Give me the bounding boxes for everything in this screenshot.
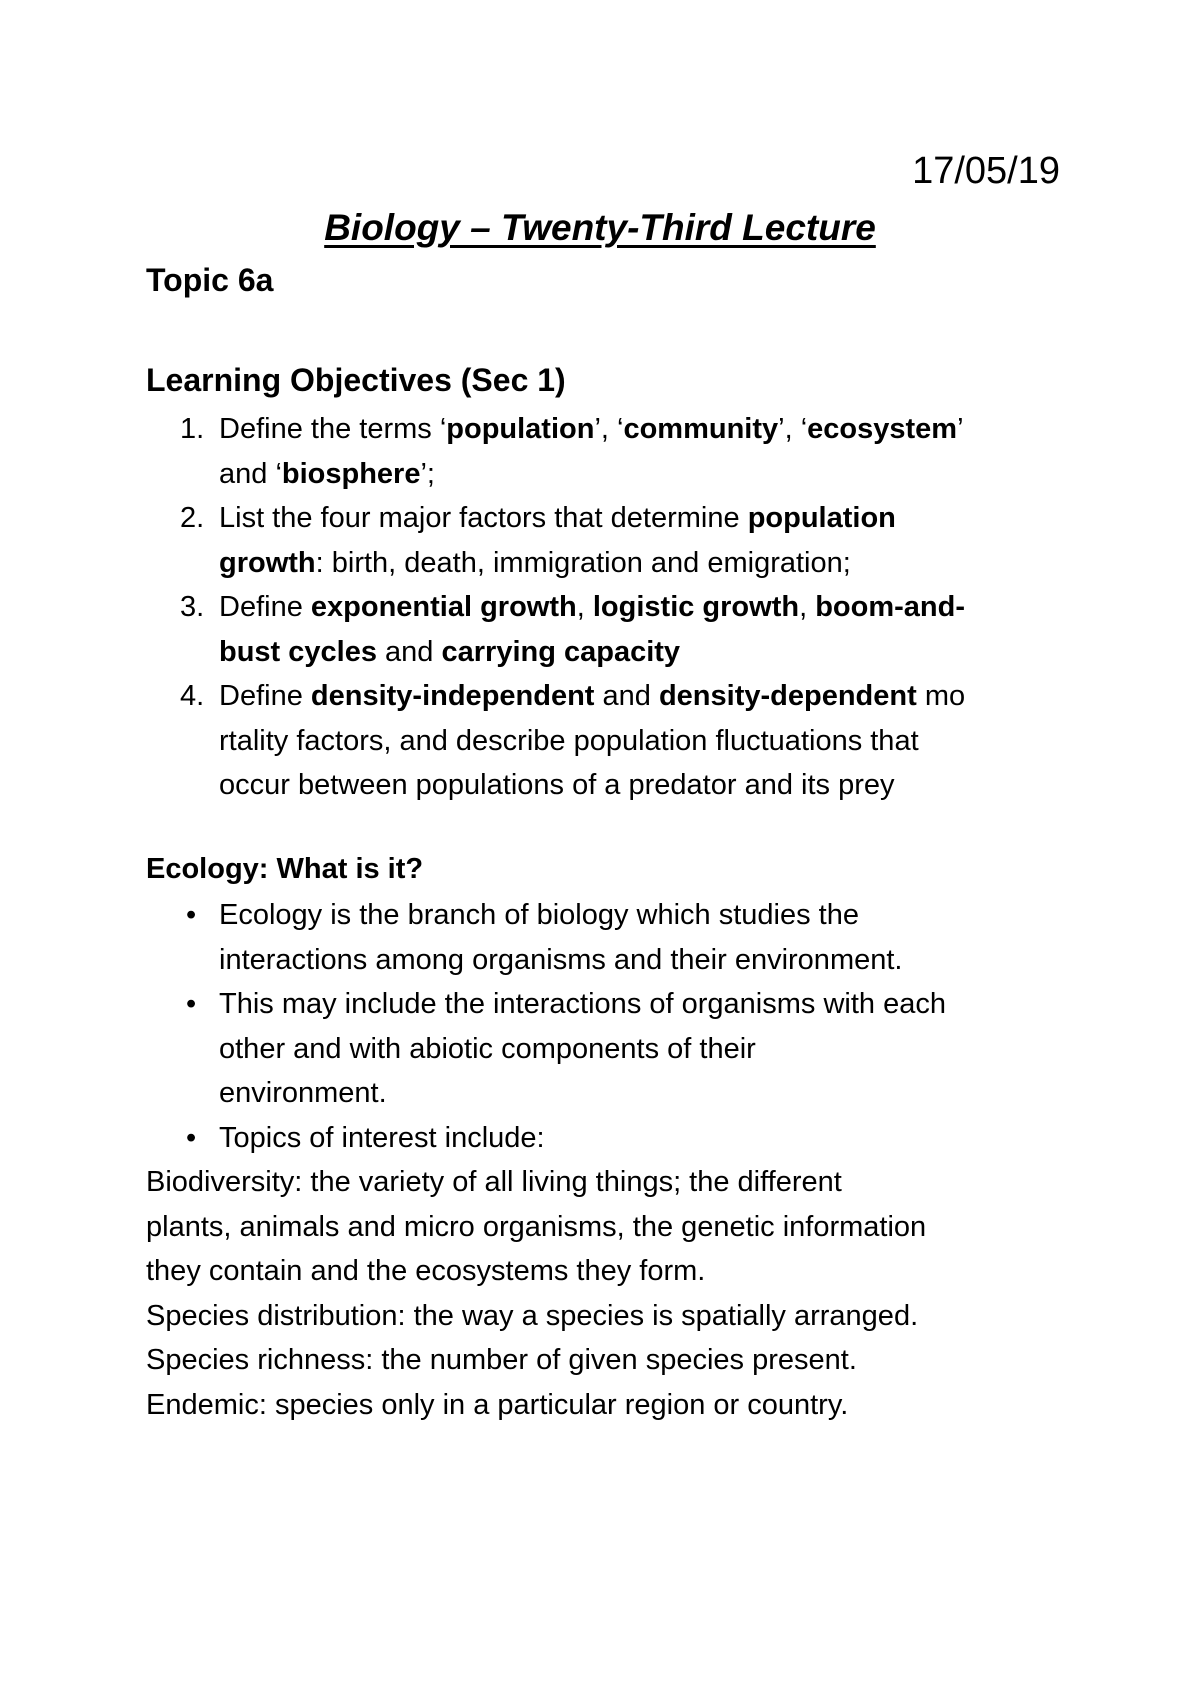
topic-heading: Topic 6a <box>146 262 274 298</box>
list-number: 3. <box>180 591 205 623</box>
bullet-item-1 <box>146 893 1076 982</box>
ecology-bullets <box>146 893 1076 1160</box>
bullet-item-2 <box>146 982 1076 1116</box>
bullet-item-3 <box>146 1116 1076 1161</box>
bullet-icon: • <box>186 988 197 1020</box>
objective-item-1 <box>146 407 1076 496</box>
objective-item-3 <box>146 585 1076 674</box>
paragraph-line: Biodiversity: the variety of all living things; the different <box>146 1166 842 1198</box>
bullet-line: environment. <box>219 1077 387 1109</box>
objective-line: growth: birth, death, immigration and emigration; <box>219 546 851 579</box>
objective-line: Define density-independent and density-dependent mo <box>219 680 966 712</box>
objectives-list <box>146 407 1076 808</box>
lecture-title-text: Biology – Twenty-Third Lecture <box>324 207 876 248</box>
term-boom-and-bust: boom-and- <box>815 591 966 623</box>
term-density-independent: density-independent <box>310 680 595 712</box>
bullet-line: Ecology is the branch of biology which studies the <box>219 899 859 931</box>
objective-line: List the four major factors that determine population <box>219 502 896 534</box>
paragraph-line: they contain and the ecosystems they form. <box>146 1255 706 1287</box>
paragraph-line: Species richness: the number of given species present. <box>146 1344 857 1376</box>
bullet-line: Topics of interest include: <box>219 1121 545 1154</box>
topics-paragraph <box>146 1160 1106 1427</box>
term-exponential-growth: exponential growth <box>310 591 577 623</box>
term-biosphere: biosphere <box>281 457 421 490</box>
lecture-date: 17/05/19 <box>912 150 1060 192</box>
objective-line: bust cycles and carrying capacity <box>219 635 681 668</box>
bullet-line: interactions among organisms and their environment. <box>219 943 903 976</box>
objective-line: Define exponential growth, logistic growth, boom-and- <box>219 591 966 623</box>
list-number: 1. <box>180 413 205 445</box>
list-number: 4. <box>180 680 205 712</box>
lecture-title <box>0 207 1200 249</box>
term-ecosystem: ecosystem <box>807 413 958 445</box>
objective-item-4 <box>146 674 1076 808</box>
bullet-line: other and with abiotic components of their <box>219 1032 756 1065</box>
term-community: community <box>623 413 779 445</box>
term-logistic-growth: logistic growth <box>592 591 800 623</box>
objective-line: Define the terms ‘population’, ‘community’, ‘ecosystem’ <box>219 413 964 445</box>
list-number: 2. <box>180 502 205 534</box>
ecology-heading: Ecology: What is it? <box>146 853 424 885</box>
bullet-line: This may include the interactions of organisms with each <box>219 988 946 1020</box>
objectives-heading: Learning Objectives (Sec 1) <box>146 362 566 398</box>
bullet-icon: • <box>186 1121 197 1154</box>
paragraph-line: plants, animals and micro organisms, the genetic information <box>146 1210 927 1243</box>
term-population: population <box>446 413 595 445</box>
term-population-growth: population <box>747 502 896 534</box>
objective-line: and ‘biosphere’; <box>219 457 435 490</box>
term-density-dependent: density-dependent <box>658 680 917 712</box>
objective-line: rtality factors, and describe population fluctuations that <box>219 724 919 757</box>
objective-item-2 <box>146 496 1076 585</box>
paragraph-line: Endemic: species only in a particular region or country. <box>146 1388 849 1421</box>
term-carrying-capacity: carrying capacity <box>441 635 681 668</box>
bullet-icon: • <box>186 899 197 931</box>
objective-line: occur between populations of a predator and its prey <box>219 769 895 801</box>
paragraph-line: Species distribution: the way a species is spatially arranged. <box>146 1299 919 1332</box>
